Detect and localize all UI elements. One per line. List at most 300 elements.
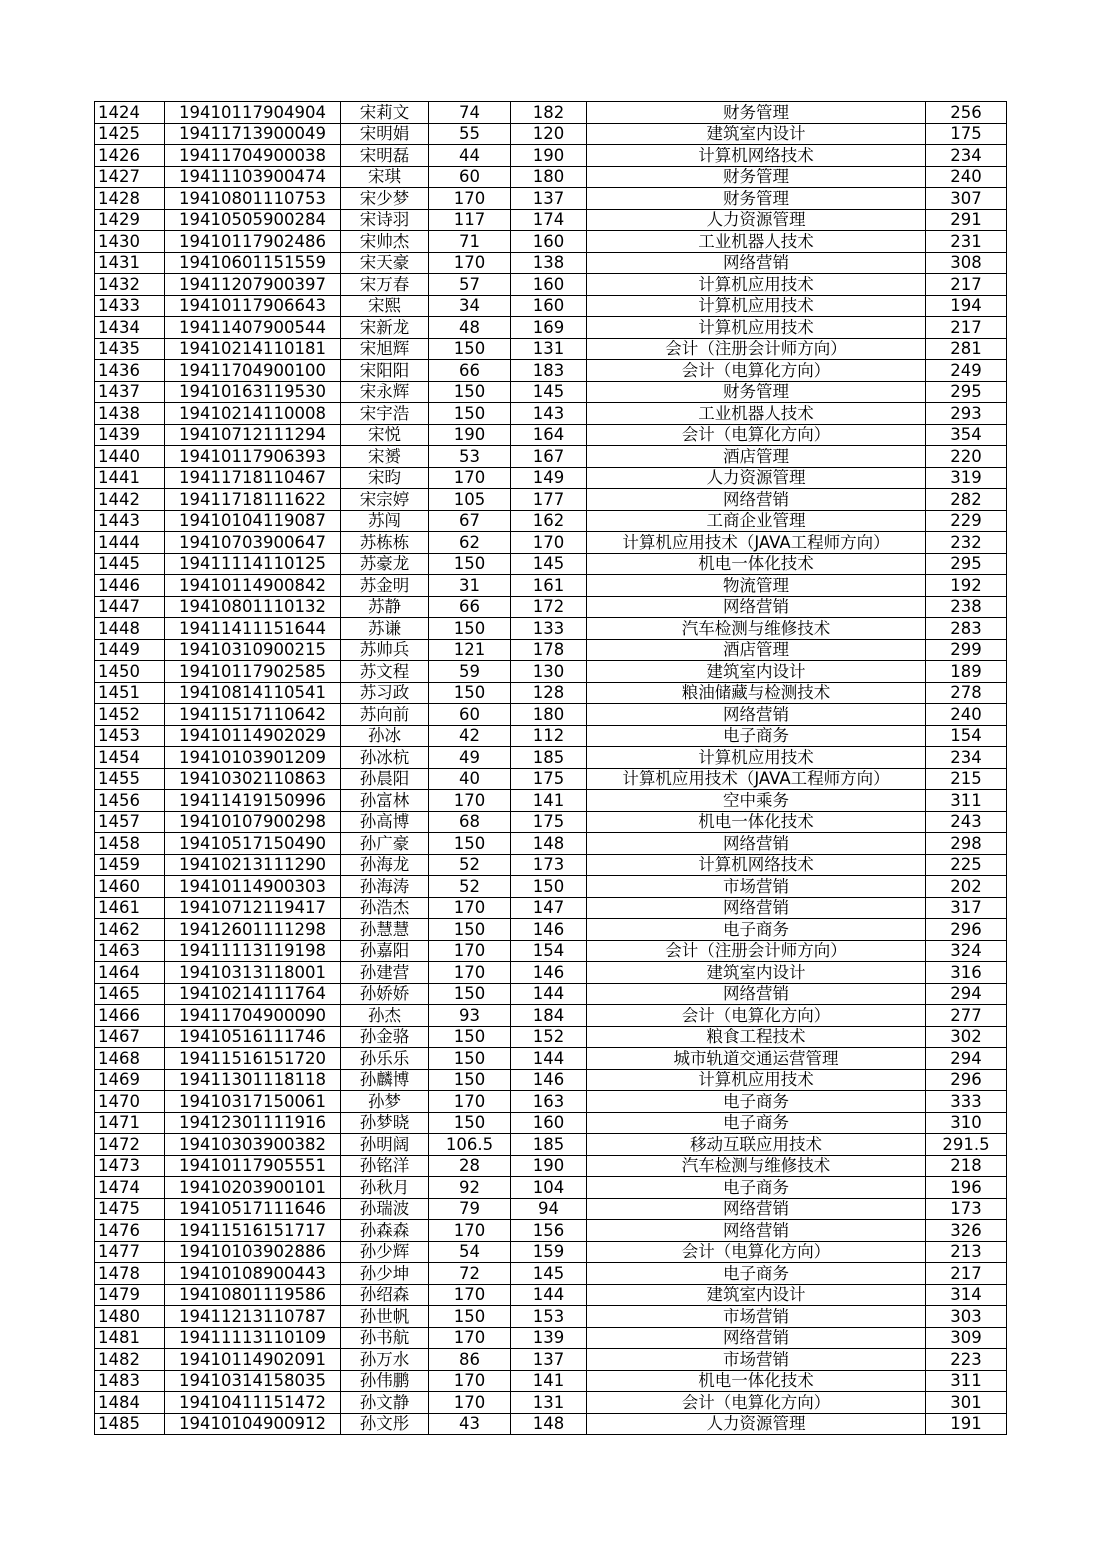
major-cell: 人力资源管理 [587,209,926,231]
total-cell: 281 [926,338,1007,360]
row-index-cell: 1460 [95,876,165,898]
row-index-cell: 1455 [95,768,165,790]
score-a-cell: 150 [429,682,511,704]
row-index-cell: 1469 [95,1069,165,1091]
total-cell: 301 [926,1392,1007,1414]
major-cell: 市场营销 [587,1306,926,1328]
score-a-cell: 48 [429,317,511,339]
row-index-cell: 1481 [95,1327,165,1349]
row-index-cell: 1446 [95,575,165,597]
table-row [95,274,1007,296]
row-index-cell: 1456 [95,790,165,812]
score-a-cell: 34 [429,295,511,317]
total-cell: 307 [926,188,1007,210]
exam-id-cell: 19410117902486 [165,231,341,253]
table-row [95,704,1007,726]
score-b-cell: 183 [511,360,587,382]
score-b-cell: 159 [511,1241,587,1263]
major-cell: 电子商务 [587,919,926,941]
row-index-cell: 1484 [95,1392,165,1414]
table-row [95,295,1007,317]
row-index-cell: 1430 [95,231,165,253]
table-row [95,682,1007,704]
name-cell: 孙冰杭 [341,747,429,769]
table-row [95,833,1007,855]
row-index-cell: 1451 [95,682,165,704]
score-b-cell: 174 [511,209,587,231]
total-cell: 234 [926,145,1007,167]
row-index-cell: 1439 [95,424,165,446]
major-cell: 计算机应用技术 [587,747,926,769]
exam-id-cell: 19411419150996 [165,790,341,812]
major-cell: 城市轨道交通运营管理 [587,1048,926,1070]
score-b-cell: 143 [511,403,587,425]
exam-id-cell: 19411516151720 [165,1048,341,1070]
score-b-cell: 137 [511,188,587,210]
name-cell: 宋新龙 [341,317,429,339]
table-row [95,661,1007,683]
score-b-cell: 161 [511,575,587,597]
name-cell: 宋昀 [341,467,429,489]
table-row [95,1284,1007,1306]
score-b-cell: 149 [511,467,587,489]
exam-id-cell: 19410114902029 [165,725,341,747]
major-cell: 工商企业管理 [587,510,926,532]
table-row [95,919,1007,941]
exam-id-cell: 19411301118118 [165,1069,341,1091]
row-index-cell: 1458 [95,833,165,855]
major-cell: 网络营销 [587,489,926,511]
major-cell: 建筑室内设计 [587,962,926,984]
name-cell: 宋熙 [341,295,429,317]
exam-id-cell: 19410712111294 [165,424,341,446]
exam-id-cell: 19410114900842 [165,575,341,597]
name-cell: 宋琪 [341,166,429,188]
major-cell: 网络营销 [587,983,926,1005]
name-cell: 孙秋月 [341,1177,429,1199]
row-index-cell: 1482 [95,1349,165,1371]
total-cell: 217 [926,1263,1007,1285]
score-b-cell: 139 [511,1327,587,1349]
row-index-cell: 1478 [95,1263,165,1285]
table-row [95,532,1007,554]
total-cell: 324 [926,940,1007,962]
table-row [95,1026,1007,1048]
exam-id-cell: 19410117906393 [165,446,341,468]
score-b-cell: 163 [511,1091,587,1113]
score-b-cell: 164 [511,424,587,446]
major-cell: 计算机应用技术 [587,1069,926,1091]
row-index-cell: 1427 [95,166,165,188]
table-row [95,1069,1007,1091]
total-cell: 215 [926,768,1007,790]
score-a-cell: 105 [429,489,511,511]
score-b-cell: 185 [511,1134,587,1156]
row-index-cell: 1447 [95,596,165,618]
total-cell: 317 [926,897,1007,919]
score-b-cell: 150 [511,876,587,898]
score-b-cell: 146 [511,962,587,984]
total-cell: 293 [926,403,1007,425]
name-cell: 宋明娟 [341,123,429,145]
row-index-cell: 1443 [95,510,165,532]
table-row [95,1134,1007,1156]
score-a-cell: 72 [429,1263,511,1285]
score-b-cell: 177 [511,489,587,511]
name-cell: 苏文程 [341,661,429,683]
table-row [95,166,1007,188]
table-row [95,618,1007,640]
name-cell: 孙世帆 [341,1306,429,1328]
exam-id-cell: 19410203900101 [165,1177,341,1199]
exam-id-cell: 19410411151472 [165,1392,341,1414]
row-index-cell: 1435 [95,338,165,360]
total-cell: 240 [926,704,1007,726]
name-cell: 苏谦 [341,618,429,640]
score-a-cell: 150 [429,381,511,403]
total-cell: 213 [926,1241,1007,1263]
total-cell: 294 [926,1048,1007,1070]
name-cell: 宋旭辉 [341,338,429,360]
table-row [95,1198,1007,1220]
major-cell: 汽车检测与维修技术 [587,1155,926,1177]
score-a-cell: 68 [429,811,511,833]
exam-id-cell: 19411103900474 [165,166,341,188]
score-a-cell: 52 [429,876,511,898]
table-row [95,1155,1007,1177]
score-a-cell: 150 [429,919,511,941]
row-index-cell: 1438 [95,403,165,425]
row-index-cell: 1437 [95,381,165,403]
row-index-cell: 1448 [95,618,165,640]
exam-id-cell: 19411704900038 [165,145,341,167]
row-index-cell: 1425 [95,123,165,145]
major-cell: 财务管理 [587,381,926,403]
major-cell: 建筑室内设计 [587,1284,926,1306]
name-cell: 孙万水 [341,1349,429,1371]
exam-id-cell: 19410703900647 [165,532,341,554]
exam-id-cell: 19410214110181 [165,338,341,360]
score-b-cell: 167 [511,446,587,468]
exam-id-cell: 19410317150061 [165,1091,341,1113]
table-row [95,1177,1007,1199]
score-a-cell: 57 [429,274,511,296]
score-a-cell: 170 [429,1370,511,1392]
name-cell: 宋万春 [341,274,429,296]
major-cell: 建筑室内设计 [587,123,926,145]
major-cell: 会计（电算化方向） [587,1005,926,1027]
row-index-cell: 1473 [95,1155,165,1177]
score-b-cell: 182 [511,102,587,124]
name-cell: 苏向前 [341,704,429,726]
name-cell: 孙建营 [341,962,429,984]
row-index-cell: 1470 [95,1091,165,1113]
score-b-cell: 162 [511,510,587,532]
name-cell: 宋悦 [341,424,429,446]
table-row [95,1091,1007,1113]
table-row [95,188,1007,210]
total-cell: 309 [926,1327,1007,1349]
row-index-cell: 1424 [95,102,165,124]
name-cell: 孙文静 [341,1392,429,1414]
score-b-cell: 145 [511,1263,587,1285]
row-index-cell: 1459 [95,854,165,876]
score-b-cell: 153 [511,1306,587,1328]
row-index-cell: 1444 [95,532,165,554]
total-cell: 295 [926,381,1007,403]
score-a-cell: 52 [429,854,511,876]
table-row [95,102,1007,124]
total-cell: 283 [926,618,1007,640]
exam-id-cell: 19411704900090 [165,1005,341,1027]
score-b-cell: 175 [511,811,587,833]
score-a-cell: 150 [429,1112,511,1134]
total-cell: 234 [926,747,1007,769]
score-a-cell: 150 [429,983,511,1005]
total-cell: 225 [926,854,1007,876]
total-cell: 278 [926,682,1007,704]
major-cell: 电子商务 [587,1177,926,1199]
score-a-cell: 170 [429,790,511,812]
exam-id-cell: 19410505900284 [165,209,341,231]
exam-id-cell: 19410117905551 [165,1155,341,1177]
table-row [95,1306,1007,1328]
total-cell: 192 [926,575,1007,597]
score-b-cell: 190 [511,145,587,167]
table-row [95,1327,1007,1349]
major-cell: 财务管理 [587,166,926,188]
table-row [95,381,1007,403]
name-cell: 宋宇浩 [341,403,429,425]
row-index-cell: 1464 [95,962,165,984]
exam-id-cell: 19410517111646 [165,1198,341,1220]
row-index-cell: 1429 [95,209,165,231]
exam-id-cell: 19410313118001 [165,962,341,984]
total-cell: 296 [926,1069,1007,1091]
row-index-cell: 1454 [95,747,165,769]
row-index-cell: 1468 [95,1048,165,1070]
major-cell: 酒店管理 [587,639,926,661]
score-a-cell: 190 [429,424,511,446]
table-row [95,1112,1007,1134]
name-cell: 孙梦 [341,1091,429,1113]
row-index-cell: 1432 [95,274,165,296]
total-cell: 298 [926,833,1007,855]
score-a-cell: 170 [429,252,511,274]
major-cell: 机电一体化技术 [587,811,926,833]
score-a-cell: 170 [429,1392,511,1414]
name-cell: 苏豪龙 [341,553,429,575]
exam-id-cell: 19410310900215 [165,639,341,661]
major-cell: 工业机器人技术 [587,231,926,253]
score-a-cell: 170 [429,1327,511,1349]
exam-id-cell: 19410117904904 [165,102,341,124]
major-cell: 移动互联应用技术 [587,1134,926,1156]
score-b-cell: 147 [511,897,587,919]
score-b-cell: 185 [511,747,587,769]
total-cell: 310 [926,1112,1007,1134]
row-index-cell: 1483 [95,1370,165,1392]
score-b-cell: 145 [511,553,587,575]
major-cell: 市场营销 [587,876,926,898]
score-b-cell: 104 [511,1177,587,1199]
exam-id-cell: 19410117902585 [165,661,341,683]
row-index-cell: 1434 [95,317,165,339]
score-b-cell: 137 [511,1349,587,1371]
exam-id-cell: 19410516111746 [165,1026,341,1048]
score-a-cell: 170 [429,1284,511,1306]
score-a-cell: 71 [429,231,511,253]
score-b-cell: 131 [511,338,587,360]
major-cell: 电子商务 [587,1263,926,1285]
name-cell: 宋帅杰 [341,231,429,253]
row-index-cell: 1428 [95,188,165,210]
score-b-cell: 156 [511,1220,587,1242]
major-cell: 粮油储藏与检测技术 [587,682,926,704]
exam-id-cell: 19411114110125 [165,553,341,575]
table-row [95,983,1007,1005]
score-b-cell: 172 [511,596,587,618]
table-row [95,489,1007,511]
major-cell: 人力资源管理 [587,1413,926,1435]
table-row [95,639,1007,661]
score-a-cell: 31 [429,575,511,597]
exam-id-cell: 19410801110753 [165,188,341,210]
total-cell: 240 [926,166,1007,188]
name-cell: 孙少辉 [341,1241,429,1263]
exam-id-cell: 19410114902091 [165,1349,341,1371]
total-cell: 154 [926,725,1007,747]
score-b-cell: 178 [511,639,587,661]
name-cell: 孙海龙 [341,854,429,876]
exam-id-cell: 19410314158035 [165,1370,341,1392]
total-cell: 311 [926,790,1007,812]
name-cell: 宋天豪 [341,252,429,274]
score-b-cell: 131 [511,1392,587,1414]
name-cell: 孙广豪 [341,833,429,855]
row-index-cell: 1442 [95,489,165,511]
row-index-cell: 1445 [95,553,165,575]
name-cell: 孙铭洋 [341,1155,429,1177]
name-cell: 孙富林 [341,790,429,812]
total-cell: 316 [926,962,1007,984]
exam-id-cell: 19411411151644 [165,618,341,640]
score-b-cell: 173 [511,854,587,876]
name-cell: 孙绍森 [341,1284,429,1306]
total-cell: 308 [926,252,1007,274]
row-index-cell: 1441 [95,467,165,489]
exam-id-cell: 19410114900303 [165,876,341,898]
total-cell: 202 [926,876,1007,898]
score-a-cell: 150 [429,1306,511,1328]
major-cell: 网络营销 [587,252,926,274]
total-cell: 196 [926,1177,1007,1199]
score-a-cell: 92 [429,1177,511,1199]
total-cell: 173 [926,1198,1007,1220]
score-b-cell: 180 [511,166,587,188]
name-cell: 孙伟鹏 [341,1370,429,1392]
exam-id-cell: 19410801119586 [165,1284,341,1306]
score-a-cell: 150 [429,618,511,640]
exam-id-cell: 19410214110008 [165,403,341,425]
name-cell: 苏习政 [341,682,429,704]
name-cell: 孙少坤 [341,1263,429,1285]
table-row [95,231,1007,253]
total-cell: 311 [926,1370,1007,1392]
major-cell: 计算机应用技术 [587,274,926,296]
major-cell: 市场营销 [587,1349,926,1371]
table-row [95,897,1007,919]
total-cell: 217 [926,317,1007,339]
name-cell: 孙森森 [341,1220,429,1242]
score-a-cell: 86 [429,1349,511,1371]
major-cell: 计算机应用技术 [587,295,926,317]
major-cell: 电子商务 [587,1112,926,1134]
total-cell: 354 [926,424,1007,446]
exam-id-cell: 19410163119530 [165,381,341,403]
score-a-cell: 28 [429,1155,511,1177]
total-cell: 223 [926,1349,1007,1371]
score-a-cell: 74 [429,102,511,124]
score-table [94,101,1007,1435]
total-cell: 229 [926,510,1007,532]
score-a-cell: 60 [429,166,511,188]
major-cell: 会计（电算化方向） [587,1392,926,1414]
table-row [95,338,1007,360]
major-cell: 酒店管理 [587,446,926,468]
exam-id-cell: 19410108900443 [165,1263,341,1285]
total-cell: 277 [926,1005,1007,1027]
table-row [95,1263,1007,1285]
table-row [95,209,1007,231]
name-cell: 苏金明 [341,575,429,597]
exam-id-cell: 19410104119087 [165,510,341,532]
exam-id-cell: 19410517150490 [165,833,341,855]
major-cell: 网络营销 [587,1327,926,1349]
table-row [95,403,1007,425]
score-a-cell: 150 [429,338,511,360]
major-cell: 计算机应用技术（JAVA工程师方向） [587,768,926,790]
exam-id-cell: 19411704900100 [165,360,341,382]
major-cell: 网络营销 [587,897,926,919]
major-cell: 财务管理 [587,188,926,210]
total-cell: 295 [926,553,1007,575]
exam-id-cell: 19411113110109 [165,1327,341,1349]
score-a-cell: 55 [429,123,511,145]
score-b-cell: 175 [511,768,587,790]
score-b-cell: 190 [511,1155,587,1177]
score-a-cell: 150 [429,1069,511,1091]
name-cell: 孙嘉阳 [341,940,429,962]
table-row [95,1048,1007,1070]
total-cell: 217 [926,274,1007,296]
table-row [95,1349,1007,1371]
row-index-cell: 1465 [95,983,165,1005]
major-cell: 空中乘务 [587,790,926,812]
table-row [95,940,1007,962]
exam-id-cell: 19410712119417 [165,897,341,919]
name-cell: 苏静 [341,596,429,618]
score-a-cell: 150 [429,403,511,425]
table-row [95,510,1007,532]
row-index-cell: 1477 [95,1241,165,1263]
score-a-cell: 170 [429,188,511,210]
name-cell: 宋少梦 [341,188,429,210]
name-cell: 宋阳阳 [341,360,429,382]
name-cell: 宋诗羽 [341,209,429,231]
score-b-cell: 94 [511,1198,587,1220]
name-cell: 孙麟博 [341,1069,429,1091]
